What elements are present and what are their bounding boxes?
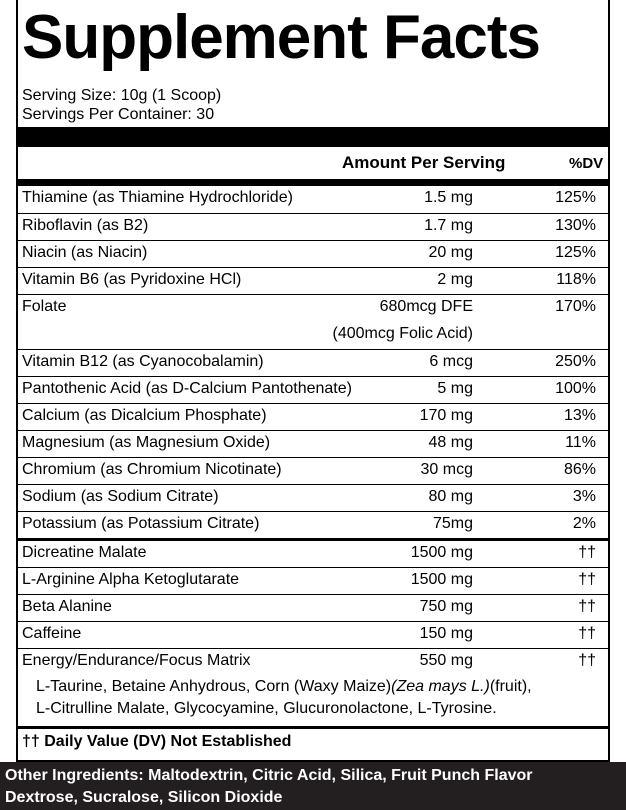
nutrient-dv: 250%	[555, 353, 596, 370]
servings-per-container: Servings Per Container: 30	[22, 106, 215, 123]
nutrient-name: Folate	[22, 298, 67, 315]
matrix-botanical-name: (Zea mays L.)	[391, 678, 490, 695]
table-row	[18, 568, 608, 595]
nutrient-amount: 1.7 mg	[424, 217, 473, 234]
thick-divider	[18, 127, 608, 147]
nutrient-name: Pantothenic Acid (as D-Calcium Pantothenate)	[22, 380, 352, 397]
nutrient-dv: 130%	[555, 217, 596, 234]
ingredient-amount: 150 mg	[419, 625, 473, 642]
matrix-text: L-Taurine, Betaine Anhydrous, Corn (Waxy Maize)	[36, 678, 392, 695]
other-ingredients	[0, 762, 626, 810]
table-row	[18, 649, 608, 676]
nutrient-name: Calcium (as Dicalcium Phosphate)	[22, 407, 267, 424]
section-divider	[18, 726, 608, 729]
table-row	[18, 241, 608, 268]
ingredient-dv: ††	[578, 571, 596, 588]
serving-size: Serving Size: 10g (1 Scoop)	[22, 87, 222, 104]
other-ingredients-line-2: Dextrose, Sucralose, Silicon Dioxide	[5, 789, 283, 806]
nutrient-amount: 6 mcg	[429, 353, 473, 370]
ingredient-dv: ††	[578, 625, 596, 642]
matrix-text: (fruit),	[489, 678, 532, 695]
nutrient-name: Magnesium (as Magnesium Oxide)	[22, 434, 271, 451]
matrix-ingredients-line-2: L-Citrulline Malate, Glycocyamine, Glucuronolactone, L-Tyrosine.	[36, 700, 497, 717]
table-row	[18, 485, 608, 512]
nutrient-dv: 170%	[555, 298, 596, 315]
ingredient-amount: 550 mg	[419, 652, 473, 669]
nutrient-amount: 48 mg	[428, 434, 473, 451]
nutrient-name: Riboflavin (as B2)	[22, 217, 149, 234]
table-row	[18, 377, 608, 404]
table-row	[18, 595, 608, 622]
nutrient-amount: 5 mg	[437, 380, 473, 397]
nutrient-dv: 2%	[572, 515, 596, 532]
ingredient-dv: ††	[578, 544, 596, 561]
nutrient-dv: 13%	[563, 407, 596, 424]
nutrient-name: Vitamin B12 (as Cyanocobalamin)	[22, 353, 264, 370]
ingredient-name: L-Arginine Alpha Ketoglutarate	[22, 571, 240, 588]
nutrient-name: Sodium (as Sodium Citrate)	[22, 488, 219, 505]
nutrient-dv: 86%	[563, 461, 596, 478]
nutrient-name: Thiamine (as Thiamine Hydrochloride)	[22, 189, 293, 206]
nutrient-dv: 100%	[555, 380, 596, 397]
nutrient-dv: 125%	[555, 244, 596, 261]
nutrient-amount: 75mg	[432, 515, 473, 532]
nutrient-amount: 20 mg	[428, 244, 473, 261]
matrix-ingredients-line-1	[36, 676, 532, 697]
table-row	[18, 214, 608, 241]
nutrient-dv: 118%	[556, 271, 596, 288]
table-row	[18, 186, 608, 213]
table-row	[18, 541, 608, 567]
panel-title: Supplement Facts	[22, 3, 540, 72]
table-row	[18, 512, 608, 539]
table-row	[18, 622, 608, 649]
nutrient-name: Potassium (as Potassium Citrate)	[22, 515, 260, 532]
nutrient-dv: 11%	[565, 434, 596, 451]
nutrient-amount: 1.5 mg	[424, 189, 473, 206]
nutrient-name: Niacin (as Niacin)	[22, 244, 148, 261]
ingredient-name: Energy/Endurance/Focus Matrix	[22, 652, 251, 669]
column-header	[18, 149, 608, 177]
nutrient-amount: 680mcg DFE	[379, 298, 473, 315]
nutrient-amount: 30 mcg	[420, 461, 473, 478]
table-row	[18, 295, 608, 349]
table-row	[18, 350, 608, 377]
ingredient-amount: 750 mg	[419, 598, 473, 615]
table-row	[18, 458, 608, 485]
ingredient-name: Caffeine	[22, 625, 82, 642]
nutrient-amount: 170 mg	[419, 407, 473, 424]
nutrient-name: Vitamin B6 (as Pyridoxine HCl)	[22, 271, 242, 288]
nutrient-amount: 2 mg	[437, 271, 473, 288]
table-row	[18, 404, 608, 431]
nutrient-amount-note: (400mcg Folic Acid)	[332, 325, 473, 342]
ingredient-name: Dicreatine Malate	[22, 544, 147, 561]
ingredient-dv: ††	[578, 652, 596, 669]
nutrient-amount: 80 mg	[428, 488, 473, 505]
nutrient-name: Chromium (as Chromium Nicotinate)	[22, 461, 282, 478]
ingredient-name: Beta Alanine	[22, 598, 112, 615]
ingredient-amount: 1500 mg	[410, 571, 473, 588]
ingredient-amount: 1500 mg	[410, 544, 473, 561]
dv-header: %DV	[569, 155, 604, 172]
table-row	[18, 268, 608, 295]
nutrient-dv: 3%	[572, 488, 596, 505]
ingredient-dv: ††	[578, 598, 596, 615]
medium-divider	[18, 179, 608, 186]
amount-header: Amount Per Serving	[342, 153, 506, 172]
dv-footnote: †† Daily Value (DV) Not Established	[22, 733, 292, 750]
other-ingredients-line-1: Other Ingredients: Maltodextrin, Citric Acid, Silica, Fruit Punch Flavor	[5, 767, 533, 784]
nutrient-dv: 125%	[555, 189, 596, 206]
table-row	[18, 431, 608, 458]
